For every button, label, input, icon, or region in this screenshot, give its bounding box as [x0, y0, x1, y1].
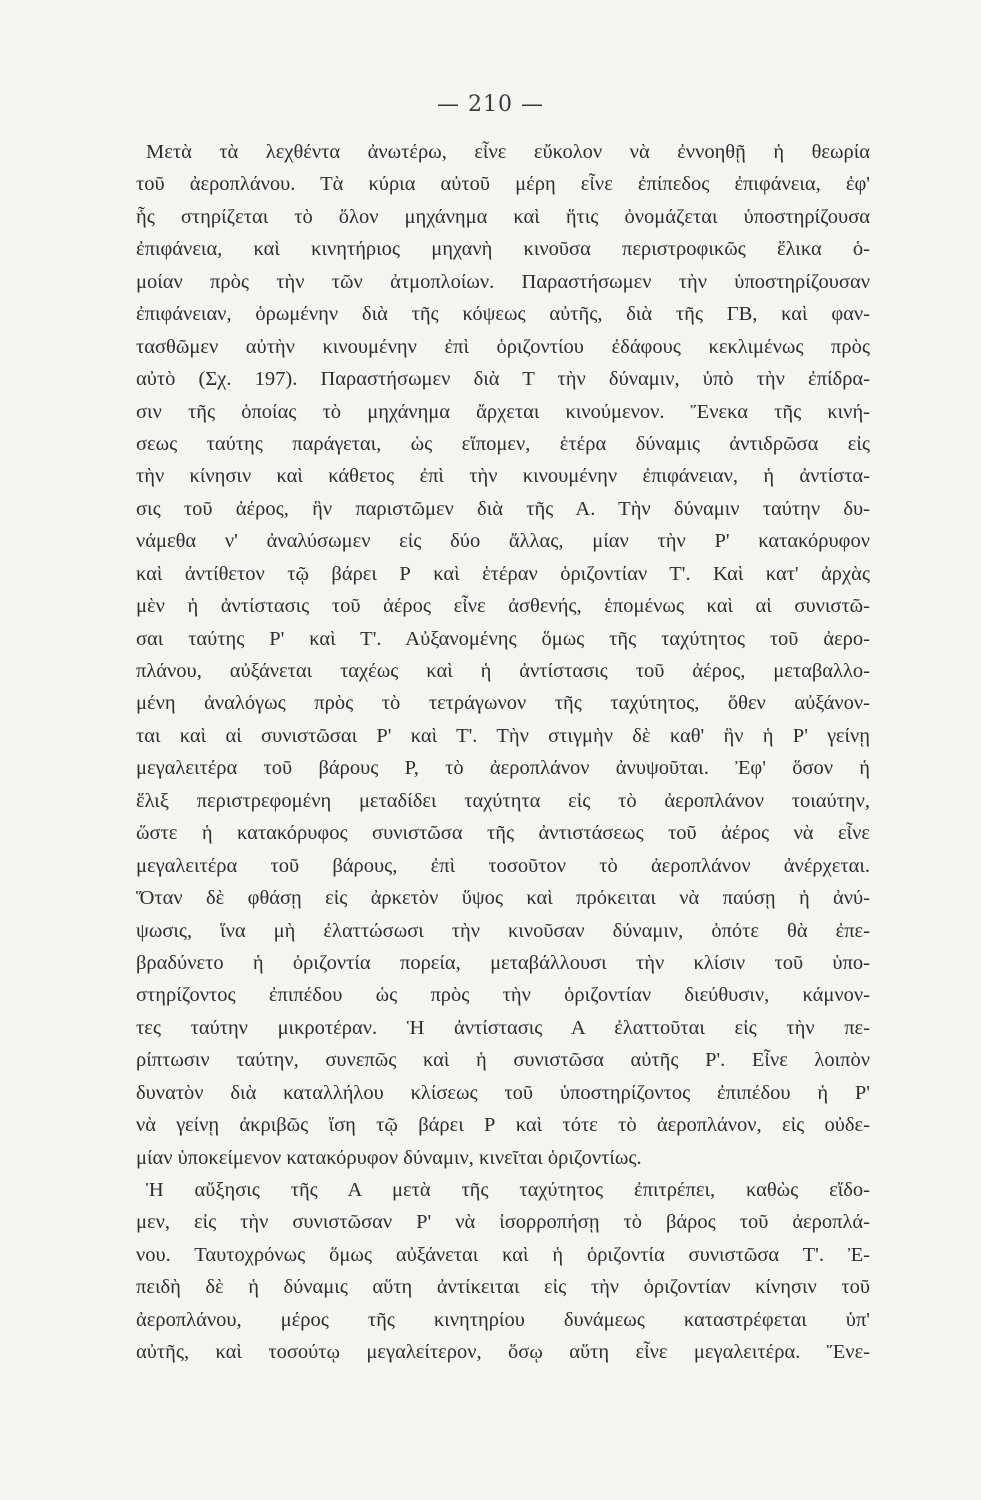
text-line: τὴν κίνησιν καὶ κάθετος ἐπὶ τὴν κινουμένην ἐπιφάνειαν, ἡ ἀντίστα- — [136, 465, 870, 488]
text-line: Ἡ αὔξησις τῆς Α μετὰ τῆς ταχύτητος ἐπιτρέπει, καθὼς εἴδο- — [146, 1179, 870, 1201]
text-line: μένη ἀναλόγως πρὸς τὸ τετράγωνον τῆς ταχύτητος, ὅθεν αὐξάνον- — [136, 692, 870, 715]
text-line: ἕλιξ περιστρεφομένη μεταδίδει ταχύτητα εἰς τὸ ἀεροπλάνον τοιαύτην, — [136, 789, 870, 812]
text-line: μὲν ἡ ἀντίστασις τοῦ ἀέρος εἶνε ἀσθενής, ἑπομένως καὶ αἱ συνιστῶ- — [136, 595, 870, 618]
body-text — [136, 136, 870, 1369]
text-line: δυνατὸν διὰ καταλλήλου κλίσεως τοῦ ὑποστηρίζοντος ἐπιπέδου ἡ Ρ' — [136, 1081, 870, 1104]
text-line: καὶ ἀντίθετον τῷ βάρει Ρ καὶ ἑτέραν ὁριζοντίαν Τ'. Καὶ κατ' ἀρχὰς — [136, 562, 870, 585]
paragraph-1 — [136, 136, 870, 1174]
text-line: Ὅταν δὲ φθάσῃ εἰς ἀρκετὸν ὕψος καὶ πρόκειται νὰ παύσῃ ἡ ἀνύ- — [136, 887, 870, 910]
text-line: ρίπτωσιν ταύτην, συνεπῶς καὶ ἡ συνιστῶσα αὐτῆς Ρ'. Εἶνε λοιπὸν — [136, 1049, 870, 1072]
text-line: σεως ταύτης παράγεται, ὡς εἴπομεν, ἑτέρα δύναμις ἀντιδρῶσα εἰς — [136, 432, 870, 455]
paragraph-2 — [136, 1174, 870, 1369]
text-line: ὥστε ἡ κατακόρυφος συνιστῶσα τῆς ἀντιστάσεως τοῦ ἀέρος νὰ εἶνε — [136, 822, 870, 845]
text-line: πλάνου, αὐξάνεται ταχέως καὶ ἡ ἀντίστασις τοῦ ἀέρος, μεταβαλλο- — [136, 660, 870, 682]
text-line: ἧς στηρίζεται τὸ ὅλον μηχάνημα καὶ ἥτις ὀνομάζεται ὑποστηρίζουσα — [136, 205, 870, 228]
text-line: τασθῶμεν αὐτὴν κινουμένην ἐπὶ ὁριζοντίου ἐδάφους κεκλιμένως πρὸς — [136, 335, 870, 358]
text-line: μίαν ὑποκείμενον κατακόρυφον δύναμιν, κινεῖται ὁριζοντίως. — [136, 1146, 642, 1169]
text-line: αὐτῆς, καὶ τοσούτῳ μεγαλείτερον, ὅσῳ αὕτη εἶνε μεγαλειτέρα. Ἕνε- — [136, 1341, 870, 1364]
text-line: πειδὴ δὲ ἡ δύναμις αὕτη ἀντίκειται εἰς τὴν ὁριζοντίαν κίνησιν τοῦ — [136, 1276, 870, 1299]
text-line: σιν τῆς ὁποίας τὸ μηχάνημα ἄρχεται κινούμενον. Ἕνεκα τῆς κινή- — [136, 400, 870, 423]
text-line: νου. Ταυτοχρόνως ὅμως αὐξάνεται καὶ ἡ ὁριζοντία συνιστῶσα Τ'. Ἐ- — [136, 1243, 870, 1266]
text-line: τες ταύτην μικροτέραν. Ἡ ἀντίστασις Α ἐλαττοῦται εἰς τὴν πε- — [136, 1016, 870, 1039]
text-line: μοίαν πρὸς τὴν τῶν ἀτμοπλοίων. Παραστήσωμεν τὴν ὑποστηρίζουσαν — [136, 270, 870, 293]
text-line: μεγαλειτέρα τοῦ βάρους Ρ, τὸ ἀεροπλάνον ἀνυψοῦται. Ἐφ' ὅσον ἡ — [136, 757, 870, 780]
text-line: στηρίζοντος ἐπιπέδου ὡς πρὸς τὴν ὁριζοντίαν διεύθυσιν, κάμνον- — [136, 984, 870, 1007]
text-line: νάμεθα ν' ἀναλύσωμεν εἰς δύο ἄλλας, μίαν τὴν Ρ' κατακόρυφον — [136, 530, 870, 553]
text-line: νὰ γείνῃ ἀκριβῶς ἴση τῷ βάρει Ρ καὶ τότε τὸ ἀεροπλάνον, εἰς οὐδε- — [136, 1114, 870, 1137]
text-line: ἐπιφάνειαν, ὁρωμένην διὰ τῆς κόψεως αὐτῆς, διὰ τῆς ΓΒ, καὶ φαν- — [136, 303, 870, 326]
text-line: Μετὰ τὰ λεχθέντα ἀνωτέρω, εἶνε εὔκολον νὰ ἐννοηθῇ ἡ θεωρία — [146, 141, 870, 163]
text-line: βραδύνετο ἡ ὁριζοντία πορεία, μεταβάλλουσι τὴν κλίσιν τοῦ ὑπο- — [136, 951, 870, 974]
text-line: τοῦ ἀεροπλάνου. Τὰ κύρια αὐτοῦ μέρη εἶνε ἐπίπεδος ἐπιφάνεια, ἐφ' — [136, 173, 870, 196]
text-line: μεγαλειτέρα τοῦ βάρους, ἐπὶ τοσοῦτον τὸ ἀεροπλάνον ἀνέρχεται. — [136, 854, 870, 877]
text-line: ἀεροπλάνου, μέρος τῆς κινητηρίου δυνάμεως καταστρέφεται ὑπ' — [136, 1308, 870, 1331]
text-line: σαι ταύτης Ρ' καὶ Τ'. Αὐξανομένης ὅμως τῆς ταχύτητος τοῦ ἀερο- — [136, 627, 870, 650]
text-line: ται καὶ αἱ συνιστῶσαι Ρ' καὶ Τ'. Τὴν στιγμὴν δὲ καθ' ἣν ἡ Ρ' γείνῃ — [136, 724, 870, 747]
page-number: — 210 — — [437, 92, 544, 117]
text-line: αὐτὸ (Σχ. 197). Παραστήσωμεν διὰ Τ τὴν δύναμιν, ὑπὸ τὴν ἐπίδρα- — [136, 368, 870, 391]
text-line: ψωσις, ἵνα μὴ ἐλαττώσωσι τὴν κινοῦσαν δύναμιν, ὁπότε θὰ ἐπε- — [136, 919, 870, 942]
text-line: ἐπιφάνεια, καὶ κινητήριος μηχανὴ κινοῦσα περιστροφικῶς ἕλικα ὁ- — [136, 238, 870, 261]
text-line: σις τοῦ ἀέρος, ἣν παριστῶμεν διὰ τῆς Α. Τὴν δύναμιν ταύτην δυ- — [136, 497, 870, 520]
text-line: μεν, εἰς τὴν συνιστῶσαν Ρ' νὰ ἰσορροπήσῃ τὸ βάρος τοῦ ἀεροπλά- — [136, 1211, 870, 1234]
